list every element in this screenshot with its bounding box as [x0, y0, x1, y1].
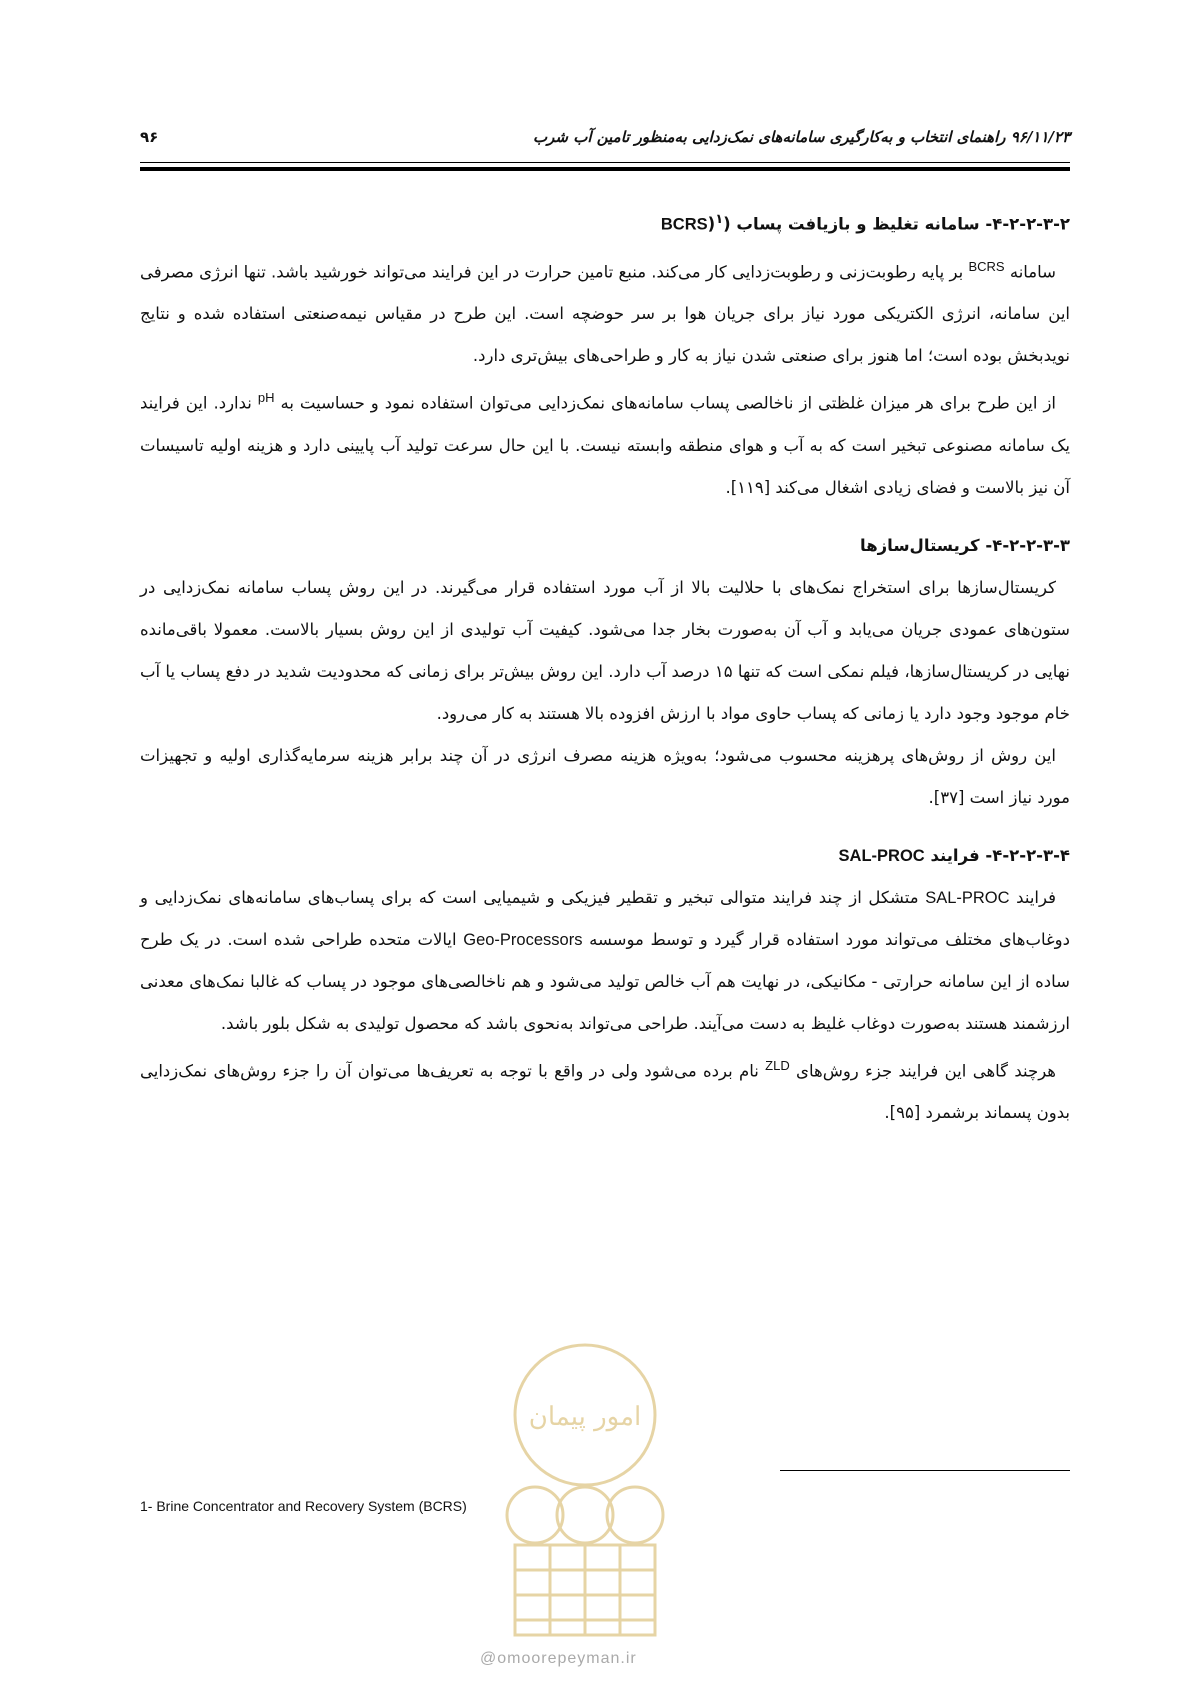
inline-latin: SAL-PROC: [925, 888, 1010, 907]
footnote: 1- Brine Concentrator and Recovery System (BCRS): [140, 1498, 467, 1514]
watermark-logo-text: امور پیمان: [528, 1402, 642, 1432]
header-rule-thin: [140, 162, 1070, 163]
paragraph: هرچند گاهی این فرایند جزء روش‌های $^{ZLD}$ نام برده می‌شود ولی در واقع با توجه به تعریف‌ها می‌توان آن را جزء روش‌های نمک‌زدایی بدون پسماند برشمرد [۹۵].: [140, 1057, 1070, 1122]
header-rule-thick: [140, 167, 1070, 171]
heading-latin: SAL-PROC: [838, 846, 925, 865]
paragraph: این روش از روش‌های پرهزینه محسوب می‌شود؛ به‌ویژه هزینه مصرف انرژی در آن چند برابر هزینه سرمایه‌گذاری اولیه و تجهیزات مورد نیاز است [۳۷].: [140, 745, 1070, 807]
inline-latin: ZLD: [765, 1057, 790, 1073]
heading-text: ۴-۲-۲-۳-۲- سامانه تغلیظ و بازیافت پساب (: [723, 214, 1070, 234]
section-heading-crystallizers: ۴-۲-۲-۳-۳- کریستال‌سازها: [860, 535, 1070, 555]
heading-close: ): [707, 214, 716, 234]
running-title: ۹۶/۱۱/۲۳ راهنمای انتخاب و به‌کارگیری سامانه‌های نمک‌زدایی به‌منظور تامین آب شرب: [533, 128, 1070, 146]
inline-latin: pH: [257, 390, 275, 405]
footnote-ref: ۱: [715, 212, 724, 227]
inline-latin: Geo-Processors: [463, 930, 583, 949]
heading-latin: BCRS: [660, 215, 708, 234]
section-heading-salproc: ۴-۲-۲-۳-۴- فرایند SAL-PROC: [838, 845, 1070, 865]
watermark-url: @omoorepeyman.ir: [480, 1650, 637, 1667]
page-header: [140, 128, 1070, 158]
section-heading-bcrs: [140, 205, 1070, 240]
inline-latin: BCRS: [968, 258, 1005, 274]
paragraph: سامانه $^{BCRS}$ بر پایه رطوبت‌زنی و رطوبت‌زدایی کار می‌کند. منبع تامین حرارت در این فرایند می‌تواند خورشید باشد. تنها انرژی مصرفی این سامانه، انرژی الکتریکی مورد نیاز برای جریان هوا بر سر حوضچه است. این طرح در مقیاس نیمه‌صنعتی استفاده شده و نتایج نویدبخش بوده است؛ اما هنوز برای صنعتی شدن نیاز به کار و طراحی‌های بیش‌تری دارد.: [140, 258, 1070, 365]
watermark-logo: [465, 1325, 705, 1655]
page-number: ۹۶: [140, 128, 159, 146]
paragraph: از این طرح برای هر میزان غلظتی از ناخالصی پساب سامانه‌های نمک‌زدایی می‌توان استفاده نمود و حساسیت به $^{pH}$ ندارد. این فرایند یک سامانه مصنوعی تبخیر است که به آب و هوای منطقه وابسته نیست. با این حال سرعت تولید آب پایینی دارد و هزینه اولیه تاسیسات آن نیز بالاست و فضای زیادی اشغال می‌کند [۱۱۹].: [140, 390, 1070, 497]
paragraph: کریستال‌سازها برای استخراج نمک‌های با حلالیت بالا از آب مورد استفاده قرار می‌گیرند. در این روش پساب سامانه نمک‌زدایی در ستون‌های عمودی جریان می‌یابد و آب آن به‌صورت بخار جدا می‌شود. کیفیت آب تولیدی از این روش بسیار بالاست. معمولا باقی‌مانده نهایی در کریستال‌سازها، فیلم نمکی است که تنها ۱۵ درصد آب دارد. این روش بیش‌تر برای زمانی که محدودیت شدید در دفع پساب یا آب خام موجود وجود دارد یا زمانی که پساب حاوی مواد با ارزش افزوده بالا هستند به کار می‌رود.: [140, 577, 1071, 723]
paragraph: فرایند SAL-PROC متشکل از چند فرایند متوالی تبخیر و تقطیر فیزیکی و شیمیایی است که برای پساب‌های سامانه‌های نمک‌زدایی و دوغاب‌های مختلف می‌تواند مورد استفاده قرار گیرد و توسط موسسه Geo-Processors ایالات متحده طراحی شده است. در یک طرح ساده از این سامانه حرارتی - مکانیکی، در نهایت هم آب خالص تولید می‌شود و هم ناخالصی‌های موجود در پساب که غالبا نمک‌های معدنی ارزشمند هستند به‌صورت دوغاب غلیظ به دست می‌آیند. طراحی می‌تواند به‌نحوی باشد که محصول تولیدی به شکل بلور باشد.: [140, 887, 1071, 1033]
footnote-separator: [780, 1470, 1070, 1471]
page-body: [140, 205, 1070, 1134]
